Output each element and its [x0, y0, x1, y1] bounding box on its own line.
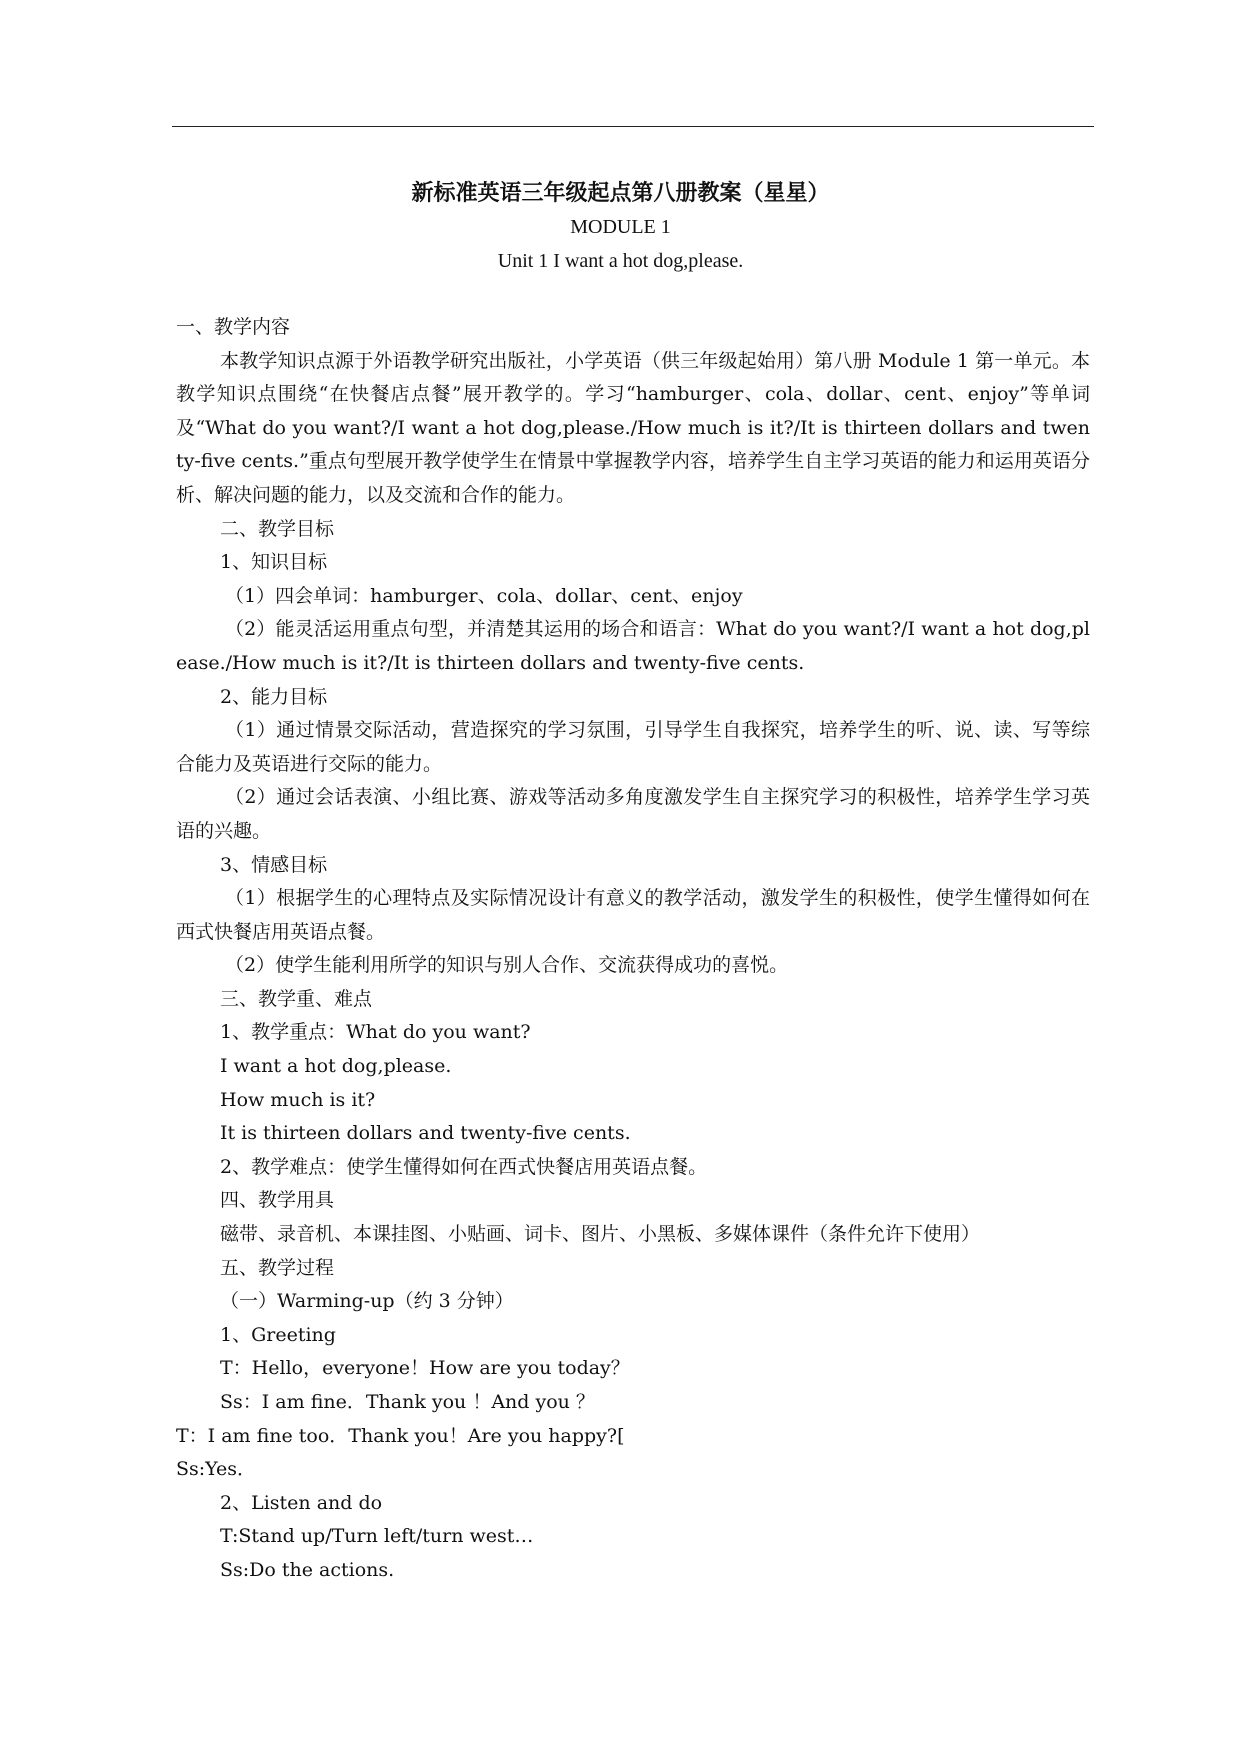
list-item: （1）四会单词：hamburger、cola、dollar、cent、enjoy: [225, 584, 743, 607]
section-heading: 一、教学内容: [176, 316, 291, 338]
body-line: It is thirteen dollars and twenty-five cents.: [220, 1122, 631, 1145]
dialogue-line: T：Hello，everyone！How are you today？: [220, 1357, 630, 1380]
dialogue-line: Ss：I am fine．Thank you ！And you ？: [220, 1391, 595, 1413]
list-item: （1）通过情景交际活动，营造探究的学习氛围，引导学生自我探究，培养学生的听、说、读、写等综合能力及英语进行交际的能力。: [176, 719, 1090, 775]
dialogue-line: Ss:Do the actions.: [220, 1558, 395, 1581]
body-line: 1、教学重点：What do you want?: [220, 1021, 531, 1044]
body-line: 2、Listen and do: [220, 1491, 383, 1514]
body-line: 磁带、录音机、本课挂图、小贴画、词卡、图片、小黑板、多媒体课件（条件允许下使用）: [220, 1223, 981, 1246]
header-rule: [172, 126, 1094, 127]
body-line: 2、教学难点：使学生懂得如何在西式快餐店用英语点餐。: [220, 1155, 708, 1178]
section-heading: 二、教学目标: [220, 517, 335, 540]
unit-heading: Unit 1 I want a hot dog,please.: [497, 250, 744, 272]
list-item: （2）通过会话表演、小组比赛、游戏等活动多角度激发学生自主探究学习的积极性，培养学生学习英语的兴趣。: [176, 786, 1090, 842]
document-title: 新标准英语三年级起点第八册教案（星星）: [411, 180, 830, 206]
body-paragraph: 本教学知识点源于外语教学研究出版社，小学英语（供三年级起始用）第八册 Module 1 第一单元。本教学知识点围绕“在快餐店点餐”展开教学的。学习“hamburger、cola、dollar、cent、enjoy”等单词及“What do you want?/I want a hot dog,please./How much is it?/It is thirteen dollars and twenty-five cents.”重点句型展开教学使学生在情景中掌握教学内容，培养学生自主学习英语的能力和运用英语分析、解决问题的能力，以及交流和合作的能力。: [176, 349, 1090, 506]
list-item: （2）使学生能利用所学的知识与别人合作、交流获得成功的喜悦。: [225, 954, 789, 977]
body-line: How much is it?: [220, 1088, 376, 1111]
subsection-heading: （一）Warming-up（约 3 分钟）: [220, 1290, 514, 1313]
list-item: （2）能灵活运用重点句型，并清楚其运用的场合和语言：What do you want?/I want a hot dog,please./How much is it?/It is thirteen dollars and twenty-five cents.: [176, 618, 1090, 674]
section-heading: 四、教学用具: [220, 1189, 335, 1212]
dialogue-line: Ss:Yes．: [176, 1458, 257, 1481]
section-heading: 五、教学过程: [220, 1256, 335, 1279]
document-body: [176, 311, 1090, 1588]
body-line: 1、Greeting: [220, 1323, 336, 1346]
dialogue-line: T：I am fine too．Thank you！Are you happy?[: [176, 1424, 625, 1447]
module-heading: MODULE 1: [570, 216, 671, 238]
subsection-heading: 3、情感目标: [220, 853, 328, 876]
subsection-heading: 1、知识目标: [220, 551, 328, 574]
section-heading: 三、教学重、难点: [220, 987, 373, 1010]
subsection-heading: 2、能力目标: [220, 685, 328, 708]
list-item: （1）根据学生的心理特点及实际情况设计有意义的教学活动，激发学生的积极性，使学生懂得如何在西式快餐店用英语点餐。: [176, 887, 1090, 943]
dialogue-line: T:Stand up/Turn left/turn west…: [220, 1525, 534, 1548]
body-line: I want a hot dog,please.: [220, 1055, 452, 1078]
